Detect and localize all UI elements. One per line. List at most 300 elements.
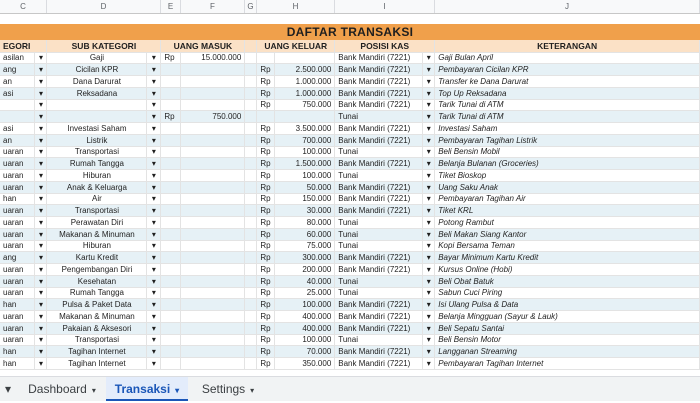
posisi-kas-cell[interactable]: Bank Mandiri (7221) bbox=[335, 346, 423, 358]
posisi-kas-cell[interactable]: Bank Mandiri (7221) bbox=[335, 99, 423, 111]
posisi-kas-cell[interactable]: Bank Mandiri (7221) bbox=[335, 134, 423, 146]
uang-keluar-value[interactable]: 400.000 bbox=[275, 311, 335, 323]
posisi-kas-cell[interactable]: Tunai bbox=[335, 287, 423, 299]
sub-kategori-cell[interactable]: Rumah Tangga bbox=[47, 287, 147, 299]
gap-cell[interactable] bbox=[245, 87, 257, 99]
uang-keluar-value[interactable]: 150.000 bbox=[275, 193, 335, 205]
header-gap[interactable] bbox=[245, 40, 257, 52]
keterangan-cell[interactable]: Pembayaran Tagihan Air bbox=[435, 193, 700, 205]
kategori-dropdown-icon[interactable]: ▾ bbox=[35, 76, 47, 88]
uang-keluar-currency[interactable]: Rp bbox=[257, 275, 275, 287]
keterangan-cell[interactable]: Isi Ulang Pulsa & Data bbox=[435, 299, 700, 311]
sub-kategori-cell[interactable]: Transportasi bbox=[47, 334, 147, 346]
kategori-cell[interactable]: uaran bbox=[0, 287, 35, 299]
posisi-kas-cell[interactable]: Tunai bbox=[335, 170, 423, 182]
uang-keluar-currency[interactable]: Rp bbox=[257, 146, 275, 158]
kategori-cell[interactable]: uaran bbox=[0, 240, 35, 252]
uang-masuk-currency[interactable] bbox=[161, 334, 181, 346]
kategori-dropdown-icon[interactable]: ▾ bbox=[35, 228, 47, 240]
uang-masuk-currency[interactable] bbox=[161, 358, 181, 370]
uang-masuk-value[interactable] bbox=[181, 76, 245, 88]
sub-kategori-dropdown-icon[interactable]: ▾ bbox=[147, 146, 161, 158]
posisi-kas-dropdown-icon[interactable]: ▾ bbox=[423, 146, 435, 158]
uang-masuk-currency[interactable] bbox=[161, 311, 181, 323]
kategori-dropdown-icon[interactable]: ▾ bbox=[35, 123, 47, 135]
posisi-kas-dropdown-icon[interactable]: ▾ bbox=[423, 134, 435, 146]
kategori-cell[interactable]: ang bbox=[0, 64, 35, 76]
uang-keluar-value[interactable]: 300.000 bbox=[275, 252, 335, 264]
uang-keluar-value[interactable]: 400.000 bbox=[275, 322, 335, 334]
sub-kategori-cell[interactable]: Listrik bbox=[47, 134, 147, 146]
gap-cell[interactable] bbox=[245, 322, 257, 334]
sub-kategori-dropdown-icon[interactable]: ▾ bbox=[147, 123, 161, 135]
posisi-kas-dropdown-icon[interactable]: ▾ bbox=[423, 181, 435, 193]
gap-cell[interactable] bbox=[245, 193, 257, 205]
posisi-kas-cell[interactable]: Bank Mandiri (7221) bbox=[335, 299, 423, 311]
keterangan-cell[interactable]: Belanja Mingguan (Sayur & Lauk) bbox=[435, 311, 700, 323]
keterangan-cell[interactable]: Tiket Bioskop bbox=[435, 170, 700, 182]
gap-cell[interactable] bbox=[245, 146, 257, 158]
uang-masuk-currency[interactable] bbox=[161, 64, 181, 76]
uang-keluar-currency[interactable]: Rp bbox=[257, 99, 275, 111]
header-kategori[interactable]: EGORI bbox=[0, 40, 47, 52]
uang-masuk-currency[interactable] bbox=[161, 322, 181, 334]
kategori-cell[interactable]: uaran bbox=[0, 181, 35, 193]
posisi-kas-dropdown-icon[interactable]: ▾ bbox=[423, 217, 435, 229]
header-keterangan[interactable]: KETERANGAN bbox=[435, 40, 700, 52]
sub-kategori-dropdown-icon[interactable]: ▾ bbox=[147, 240, 161, 252]
uang-masuk-currency[interactable]: Rp bbox=[161, 52, 181, 64]
uang-masuk-value[interactable] bbox=[181, 87, 245, 99]
uang-keluar-currency[interactable]: Rp bbox=[257, 240, 275, 252]
uang-masuk-currency[interactable] bbox=[161, 99, 181, 111]
uang-keluar-value[interactable]: 350.000 bbox=[275, 358, 335, 370]
gap-cell[interactable] bbox=[245, 170, 257, 182]
uang-masuk-currency[interactable] bbox=[161, 240, 181, 252]
posisi-kas-dropdown-icon[interactable]: ▾ bbox=[423, 99, 435, 111]
kategori-dropdown-icon[interactable]: ▾ bbox=[35, 170, 47, 182]
kategori-dropdown-icon[interactable]: ▾ bbox=[35, 87, 47, 99]
uang-keluar-value[interactable]: 50.000 bbox=[275, 181, 335, 193]
tab-transaksi[interactable] bbox=[106, 377, 188, 401]
sub-kategori-dropdown-icon[interactable]: ▾ bbox=[147, 228, 161, 240]
posisi-kas-cell[interactable]: Bank Mandiri (7221) bbox=[335, 123, 423, 135]
uang-keluar-value[interactable]: 30.000 bbox=[275, 205, 335, 217]
kategori-cell[interactable]: uaran bbox=[0, 334, 35, 346]
posisi-kas-cell[interactable]: Bank Mandiri (7221) bbox=[335, 311, 423, 323]
sub-kategori-dropdown-icon[interactable]: ▾ bbox=[147, 158, 161, 170]
posisi-kas-cell[interactable]: Bank Mandiri (7221) bbox=[335, 358, 423, 370]
tab-dashboard[interactable] bbox=[18, 377, 106, 401]
keterangan-cell[interactable]: Transfer ke Dana Darurat bbox=[435, 76, 700, 88]
kategori-cell[interactable]: an bbox=[0, 76, 35, 88]
posisi-kas-dropdown-icon[interactable]: ▾ bbox=[423, 76, 435, 88]
posisi-kas-cell[interactable]: Tunai bbox=[335, 240, 423, 252]
tab-settings-dropdown-icon[interactable]: ▾ bbox=[250, 386, 255, 395]
posisi-kas-cell[interactable]: Bank Mandiri (7221) bbox=[335, 64, 423, 76]
gap-cell[interactable] bbox=[245, 134, 257, 146]
keterangan-cell[interactable]: Tarik Tunai di ATM bbox=[435, 111, 700, 123]
uang-masuk-currency[interactable] bbox=[161, 181, 181, 193]
kategori-dropdown-icon[interactable]: ▾ bbox=[35, 299, 47, 311]
gap-cell[interactable] bbox=[245, 346, 257, 358]
uang-masuk-value[interactable] bbox=[181, 334, 245, 346]
posisi-kas-dropdown-icon[interactable]: ▾ bbox=[423, 311, 435, 323]
sub-kategori-dropdown-icon[interactable]: ▾ bbox=[147, 346, 161, 358]
sub-kategori-dropdown-icon[interactable]: ▾ bbox=[147, 87, 161, 99]
kategori-cell[interactable]: uaran bbox=[0, 311, 35, 323]
kategori-dropdown-icon[interactable]: ▾ bbox=[35, 275, 47, 287]
header-uang-masuk[interactable]: UANG MASUK bbox=[161, 40, 245, 52]
gap-cell[interactable] bbox=[245, 158, 257, 170]
sheet-menu-caret-icon[interactable]: ▾ bbox=[4, 382, 12, 396]
kategori-cell[interactable]: asilan bbox=[0, 52, 35, 64]
sub-kategori-cell[interactable]: Perawatan Diri bbox=[47, 217, 147, 229]
uang-masuk-currency[interactable] bbox=[161, 158, 181, 170]
gap-cell[interactable] bbox=[245, 99, 257, 111]
uang-keluar-value[interactable]: 100.000 bbox=[275, 334, 335, 346]
posisi-kas-cell[interactable]: Bank Mandiri (7221) bbox=[335, 76, 423, 88]
uang-keluar-value[interactable]: 80.000 bbox=[275, 217, 335, 229]
uang-keluar-currency[interactable]: Rp bbox=[257, 158, 275, 170]
column-header-f[interactable]: F bbox=[181, 0, 245, 13]
sub-kategori-dropdown-icon[interactable]: ▾ bbox=[147, 217, 161, 229]
gap-cell[interactable] bbox=[245, 181, 257, 193]
uang-keluar-value[interactable] bbox=[275, 52, 335, 64]
sub-kategori-cell[interactable]: Kartu Kredit bbox=[47, 252, 147, 264]
uang-keluar-currency[interactable]: Rp bbox=[257, 134, 275, 146]
column-header-j[interactable]: J bbox=[435, 0, 700, 13]
uang-masuk-value[interactable] bbox=[181, 193, 245, 205]
kategori-dropdown-icon[interactable]: ▾ bbox=[35, 322, 47, 334]
sub-kategori-cell[interactable]: Makanan & Minuman bbox=[47, 228, 147, 240]
sub-kategori-dropdown-icon[interactable]: ▾ bbox=[147, 52, 161, 64]
gap-cell[interactable] bbox=[245, 76, 257, 88]
kategori-cell[interactable]: uaran bbox=[0, 146, 35, 158]
posisi-kas-cell[interactable]: Bank Mandiri (7221) bbox=[335, 322, 423, 334]
uang-masuk-value[interactable] bbox=[181, 170, 245, 182]
kategori-cell[interactable]: uaran bbox=[0, 275, 35, 287]
keterangan-cell[interactable]: Sabun Cuci Piring bbox=[435, 287, 700, 299]
uang-masuk-value[interactable] bbox=[181, 181, 245, 193]
uang-masuk-currency[interactable] bbox=[161, 217, 181, 229]
sub-kategori-cell[interactable]: Anak & Keluarga bbox=[47, 181, 147, 193]
keterangan-cell[interactable]: Langganan Streaming bbox=[435, 346, 700, 358]
uang-keluar-currency[interactable]: Rp bbox=[257, 252, 275, 264]
kategori-dropdown-icon[interactable]: ▾ bbox=[35, 146, 47, 158]
uang-keluar-currency[interactable]: Rp bbox=[257, 76, 275, 88]
keterangan-cell[interactable]: Gaji Bulan April bbox=[435, 52, 700, 64]
keterangan-cell[interactable]: Tarik Tunai di ATM bbox=[435, 99, 700, 111]
sub-kategori-dropdown-icon[interactable]: ▾ bbox=[147, 111, 161, 123]
uang-masuk-value[interactable] bbox=[181, 146, 245, 158]
posisi-kas-dropdown-icon[interactable]: ▾ bbox=[423, 322, 435, 334]
sub-kategori-cell[interactable]: Transportasi bbox=[47, 205, 147, 217]
posisi-kas-dropdown-icon[interactable]: ▾ bbox=[423, 158, 435, 170]
keterangan-cell[interactable]: Beli Bensin Motor bbox=[435, 334, 700, 346]
uang-keluar-currency[interactable]: Rp bbox=[257, 358, 275, 370]
sub-kategori-cell[interactable]: Hiburan bbox=[47, 240, 147, 252]
sub-kategori-dropdown-icon[interactable]: ▾ bbox=[147, 275, 161, 287]
uang-masuk-value[interactable] bbox=[181, 158, 245, 170]
keterangan-cell[interactable]: Tiket KRL bbox=[435, 205, 700, 217]
sub-kategori-cell[interactable]: Air bbox=[47, 193, 147, 205]
uang-masuk-value[interactable] bbox=[181, 322, 245, 334]
posisi-kas-dropdown-icon[interactable]: ▾ bbox=[423, 346, 435, 358]
sub-kategori-cell[interactable]: Rumah Tangga bbox=[47, 158, 147, 170]
uang-keluar-currency[interactable]: Rp bbox=[257, 311, 275, 323]
kategori-cell[interactable]: uaran bbox=[0, 158, 35, 170]
gap-cell[interactable] bbox=[245, 275, 257, 287]
column-header-g[interactable]: G bbox=[245, 0, 257, 13]
uang-keluar-value[interactable]: 1.000.000 bbox=[275, 87, 335, 99]
sub-kategori-cell[interactable] bbox=[47, 99, 147, 111]
gap-cell[interactable] bbox=[245, 111, 257, 123]
posisi-kas-dropdown-icon[interactable]: ▾ bbox=[423, 52, 435, 64]
kategori-dropdown-icon[interactable]: ▾ bbox=[35, 111, 47, 123]
uang-masuk-currency[interactable] bbox=[161, 252, 181, 264]
tab-settings[interactable] bbox=[190, 377, 266, 401]
uang-masuk-value[interactable] bbox=[181, 123, 245, 135]
posisi-kas-cell[interactable]: Tunai bbox=[335, 275, 423, 287]
gap-cell[interactable] bbox=[245, 311, 257, 323]
kategori-cell[interactable]: an bbox=[0, 134, 35, 146]
kategori-dropdown-icon[interactable]: ▾ bbox=[35, 99, 47, 111]
posisi-kas-dropdown-icon[interactable]: ▾ bbox=[423, 299, 435, 311]
uang-keluar-value[interactable]: 750.000 bbox=[275, 99, 335, 111]
uang-masuk-currency[interactable] bbox=[161, 170, 181, 182]
column-header-h[interactable]: H bbox=[257, 0, 335, 13]
gap-cell[interactable] bbox=[245, 228, 257, 240]
sub-kategori-dropdown-icon[interactable]: ▾ bbox=[147, 252, 161, 264]
kategori-dropdown-icon[interactable]: ▾ bbox=[35, 287, 47, 299]
uang-masuk-value[interactable]: 15.000.000 bbox=[181, 52, 245, 64]
uang-masuk-currency[interactable] bbox=[161, 299, 181, 311]
uang-masuk-currency[interactable] bbox=[161, 346, 181, 358]
sub-kategori-dropdown-icon[interactable]: ▾ bbox=[147, 287, 161, 299]
sub-kategori-cell[interactable]: Transportasi bbox=[47, 146, 147, 158]
uang-keluar-value[interactable]: 1.500.000 bbox=[275, 158, 335, 170]
posisi-kas-dropdown-icon[interactable]: ▾ bbox=[423, 287, 435, 299]
keterangan-cell[interactable]: Kursus Online (Hobi) bbox=[435, 264, 700, 276]
uang-masuk-currency[interactable] bbox=[161, 264, 181, 276]
keterangan-cell[interactable]: Beli Obat Batuk bbox=[435, 275, 700, 287]
posisi-kas-dropdown-icon[interactable]: ▾ bbox=[423, 334, 435, 346]
sub-kategori-dropdown-icon[interactable]: ▾ bbox=[147, 264, 161, 276]
kategori-cell[interactable]: uaran bbox=[0, 322, 35, 334]
kategori-cell[interactable]: uaran bbox=[0, 170, 35, 182]
uang-masuk-value[interactable] bbox=[181, 311, 245, 323]
gap-cell[interactable] bbox=[245, 123, 257, 135]
uang-keluar-currency[interactable]: Rp bbox=[257, 170, 275, 182]
uang-masuk-currency[interactable]: Rp bbox=[161, 111, 181, 123]
kategori-cell[interactable]: uaran bbox=[0, 205, 35, 217]
uang-masuk-value[interactable] bbox=[181, 264, 245, 276]
kategori-cell[interactable]: han bbox=[0, 358, 35, 370]
sub-kategori-cell[interactable]: Reksadana bbox=[47, 87, 147, 99]
uang-keluar-currency[interactable] bbox=[257, 52, 275, 64]
posisi-kas-cell[interactable]: Bank Mandiri (7221) bbox=[335, 181, 423, 193]
posisi-kas-cell[interactable]: Bank Mandiri (7221) bbox=[335, 87, 423, 99]
uang-masuk-value[interactable] bbox=[181, 358, 245, 370]
kategori-cell[interactable] bbox=[0, 99, 35, 111]
kategori-dropdown-icon[interactable]: ▾ bbox=[35, 64, 47, 76]
uang-masuk-value[interactable] bbox=[181, 252, 245, 264]
kategori-dropdown-icon[interactable]: ▾ bbox=[35, 205, 47, 217]
gap-cell[interactable] bbox=[245, 252, 257, 264]
gap-cell[interactable] bbox=[245, 358, 257, 370]
posisi-kas-dropdown-icon[interactable]: ▾ bbox=[423, 170, 435, 182]
gap-cell[interactable] bbox=[245, 205, 257, 217]
kategori-dropdown-icon[interactable]: ▾ bbox=[35, 134, 47, 146]
uang-keluar-value[interactable]: 3.500.000 bbox=[275, 123, 335, 135]
posisi-kas-cell[interactable]: Bank Mandiri (7221) bbox=[335, 193, 423, 205]
keterangan-cell[interactable]: Pembayaran Tagihan Listrik bbox=[435, 134, 700, 146]
keterangan-cell[interactable]: Uang Saku Anak bbox=[435, 181, 700, 193]
uang-keluar-value[interactable]: 100.000 bbox=[275, 170, 335, 182]
sub-kategori-cell[interactable]: Cicilan KPR bbox=[47, 64, 147, 76]
uang-keluar-value[interactable]: 70.000 bbox=[275, 346, 335, 358]
posisi-kas-dropdown-icon[interactable]: ▾ bbox=[423, 205, 435, 217]
keterangan-cell[interactable]: Beli Sepatu Santai bbox=[435, 322, 700, 334]
gap-cell[interactable] bbox=[245, 240, 257, 252]
uang-masuk-currency[interactable] bbox=[161, 146, 181, 158]
uang-masuk-value[interactable]: 750.000 bbox=[181, 111, 245, 123]
uang-masuk-currency[interactable] bbox=[161, 287, 181, 299]
posisi-kas-dropdown-icon[interactable]: ▾ bbox=[423, 193, 435, 205]
kategori-dropdown-icon[interactable]: ▾ bbox=[35, 264, 47, 276]
uang-keluar-currency[interactable]: Rp bbox=[257, 193, 275, 205]
header-sub-kategori[interactable]: SUB KATEGORI bbox=[47, 40, 161, 52]
posisi-kas-dropdown-icon[interactable]: ▾ bbox=[423, 228, 435, 240]
uang-masuk-value[interactable] bbox=[181, 299, 245, 311]
header-posisi-kas[interactable]: POSISI KAS bbox=[335, 40, 435, 52]
posisi-kas-dropdown-icon[interactable]: ▾ bbox=[423, 275, 435, 287]
posisi-kas-dropdown-icon[interactable]: ▾ bbox=[423, 123, 435, 135]
sub-kategori-cell[interactable]: Pengembangan Diri bbox=[47, 264, 147, 276]
gap-cell[interactable] bbox=[245, 334, 257, 346]
sub-kategori-cell[interactable]: Kesehatan bbox=[47, 275, 147, 287]
posisi-kas-cell[interactable]: Tunai bbox=[335, 334, 423, 346]
uang-keluar-currency[interactable]: Rp bbox=[257, 64, 275, 76]
kategori-cell[interactable]: asi bbox=[0, 87, 35, 99]
kategori-cell[interactable]: han bbox=[0, 299, 35, 311]
kategori-dropdown-icon[interactable]: ▾ bbox=[35, 252, 47, 264]
kategori-cell[interactable]: han bbox=[0, 193, 35, 205]
kategori-dropdown-icon[interactable]: ▾ bbox=[35, 193, 47, 205]
gap-cell[interactable] bbox=[245, 287, 257, 299]
uang-keluar-currency[interactable]: Rp bbox=[257, 217, 275, 229]
posisi-kas-cell[interactable]: Bank Mandiri (7221) bbox=[335, 252, 423, 264]
uang-keluar-value[interactable]: 1.000.000 bbox=[275, 76, 335, 88]
sub-kategori-dropdown-icon[interactable]: ▾ bbox=[147, 322, 161, 334]
uang-masuk-value[interactable] bbox=[181, 346, 245, 358]
posisi-kas-cell[interactable]: Tunai bbox=[335, 111, 423, 123]
sub-kategori-cell[interactable]: Gaji bbox=[47, 52, 147, 64]
uang-keluar-currency[interactable]: Rp bbox=[257, 205, 275, 217]
uang-masuk-value[interactable] bbox=[181, 275, 245, 287]
sub-kategori-cell[interactable]: Tagihan Internet bbox=[47, 358, 147, 370]
column-header-c[interactable]: C bbox=[0, 0, 47, 13]
uang-keluar-currency[interactable]: Rp bbox=[257, 346, 275, 358]
sheet-title[interactable]: DAFTAR TRANSAKSI bbox=[0, 24, 700, 41]
gap-cell[interactable] bbox=[245, 299, 257, 311]
uang-keluar-value[interactable]: 60.000 bbox=[275, 228, 335, 240]
uang-masuk-currency[interactable] bbox=[161, 275, 181, 287]
gap-cell[interactable] bbox=[245, 52, 257, 64]
sub-kategori-cell[interactable] bbox=[47, 111, 147, 123]
sub-kategori-dropdown-icon[interactable]: ▾ bbox=[147, 99, 161, 111]
uang-keluar-value[interactable]: 2.500.000 bbox=[275, 64, 335, 76]
uang-keluar-value[interactable]: 200.000 bbox=[275, 264, 335, 276]
sub-kategori-dropdown-icon[interactable]: ▾ bbox=[147, 358, 161, 370]
sub-kategori-dropdown-icon[interactable]: ▾ bbox=[147, 334, 161, 346]
kategori-cell[interactable]: uaran bbox=[0, 264, 35, 276]
gap-cell[interactable] bbox=[245, 264, 257, 276]
posisi-kas-dropdown-icon[interactable]: ▾ bbox=[423, 87, 435, 99]
posisi-kas-cell[interactable]: Bank Mandiri (7221) bbox=[335, 158, 423, 170]
keterangan-cell[interactable]: Belanja Bulanan (Groceries) bbox=[435, 158, 700, 170]
kategori-cell[interactable]: uaran bbox=[0, 217, 35, 229]
column-header-i[interactable]: I bbox=[335, 0, 435, 13]
posisi-kas-dropdown-icon[interactable]: ▾ bbox=[423, 64, 435, 76]
kategori-cell[interactable] bbox=[0, 111, 35, 123]
posisi-kas-dropdown-icon[interactable]: ▾ bbox=[423, 111, 435, 123]
kategori-dropdown-icon[interactable]: ▾ bbox=[35, 311, 47, 323]
keterangan-cell[interactable]: Bayar Minimum Kartu Kredit bbox=[435, 252, 700, 264]
uang-keluar-currency[interactable]: Rp bbox=[257, 123, 275, 135]
uang-masuk-currency[interactable] bbox=[161, 193, 181, 205]
sub-kategori-dropdown-icon[interactable]: ▾ bbox=[147, 134, 161, 146]
posisi-kas-dropdown-icon[interactable]: ▾ bbox=[423, 358, 435, 370]
kategori-cell[interactable]: han bbox=[0, 346, 35, 358]
posisi-kas-cell[interactable]: Tunai bbox=[335, 217, 423, 229]
sub-kategori-dropdown-icon[interactable]: ▾ bbox=[147, 205, 161, 217]
uang-keluar-value[interactable]: 700.000 bbox=[275, 134, 335, 146]
column-header-e[interactable]: E bbox=[161, 0, 181, 13]
uang-keluar-currency[interactable]: Rp bbox=[257, 181, 275, 193]
kategori-dropdown-icon[interactable]: ▾ bbox=[35, 240, 47, 252]
posisi-kas-dropdown-icon[interactable]: ▾ bbox=[423, 252, 435, 264]
uang-keluar-currency[interactable]: Rp bbox=[257, 287, 275, 299]
uang-keluar-currency[interactable]: Rp bbox=[257, 334, 275, 346]
uang-masuk-value[interactable] bbox=[181, 64, 245, 76]
uang-masuk-value[interactable] bbox=[181, 217, 245, 229]
posisi-kas-cell[interactable]: Bank Mandiri (7221) bbox=[335, 205, 423, 217]
kategori-dropdown-icon[interactable]: ▾ bbox=[35, 52, 47, 64]
column-header-d[interactable]: D bbox=[47, 0, 161, 13]
uang-masuk-value[interactable] bbox=[181, 228, 245, 240]
uang-keluar-value[interactable]: 75.000 bbox=[275, 240, 335, 252]
kategori-cell[interactable]: ang bbox=[0, 252, 35, 264]
sub-kategori-cell[interactable]: Tagihan Internet bbox=[47, 346, 147, 358]
kategori-cell[interactable]: uaran bbox=[0, 228, 35, 240]
uang-masuk-value[interactable] bbox=[181, 134, 245, 146]
kategori-dropdown-icon[interactable]: ▾ bbox=[35, 217, 47, 229]
gap-cell[interactable] bbox=[245, 64, 257, 76]
uang-keluar-currency[interactable]: Rp bbox=[257, 322, 275, 334]
keterangan-cell[interactable]: Beli Bensin Mobil bbox=[435, 146, 700, 158]
sub-kategori-cell[interactable]: Pulsa & Paket Data bbox=[47, 299, 147, 311]
keterangan-cell[interactable]: Potong Rambut bbox=[435, 217, 700, 229]
sub-kategori-cell[interactable]: Dana Darurat bbox=[47, 76, 147, 88]
tab-dashboard-dropdown-icon[interactable]: ▾ bbox=[91, 386, 96, 395]
sub-kategori-dropdown-icon[interactable]: ▾ bbox=[147, 181, 161, 193]
sub-kategori-cell[interactable]: Pakaian & Aksesori bbox=[47, 322, 147, 334]
uang-masuk-value[interactable] bbox=[181, 287, 245, 299]
kategori-dropdown-icon[interactable]: ▾ bbox=[35, 358, 47, 370]
posisi-kas-dropdown-icon[interactable]: ▾ bbox=[423, 264, 435, 276]
